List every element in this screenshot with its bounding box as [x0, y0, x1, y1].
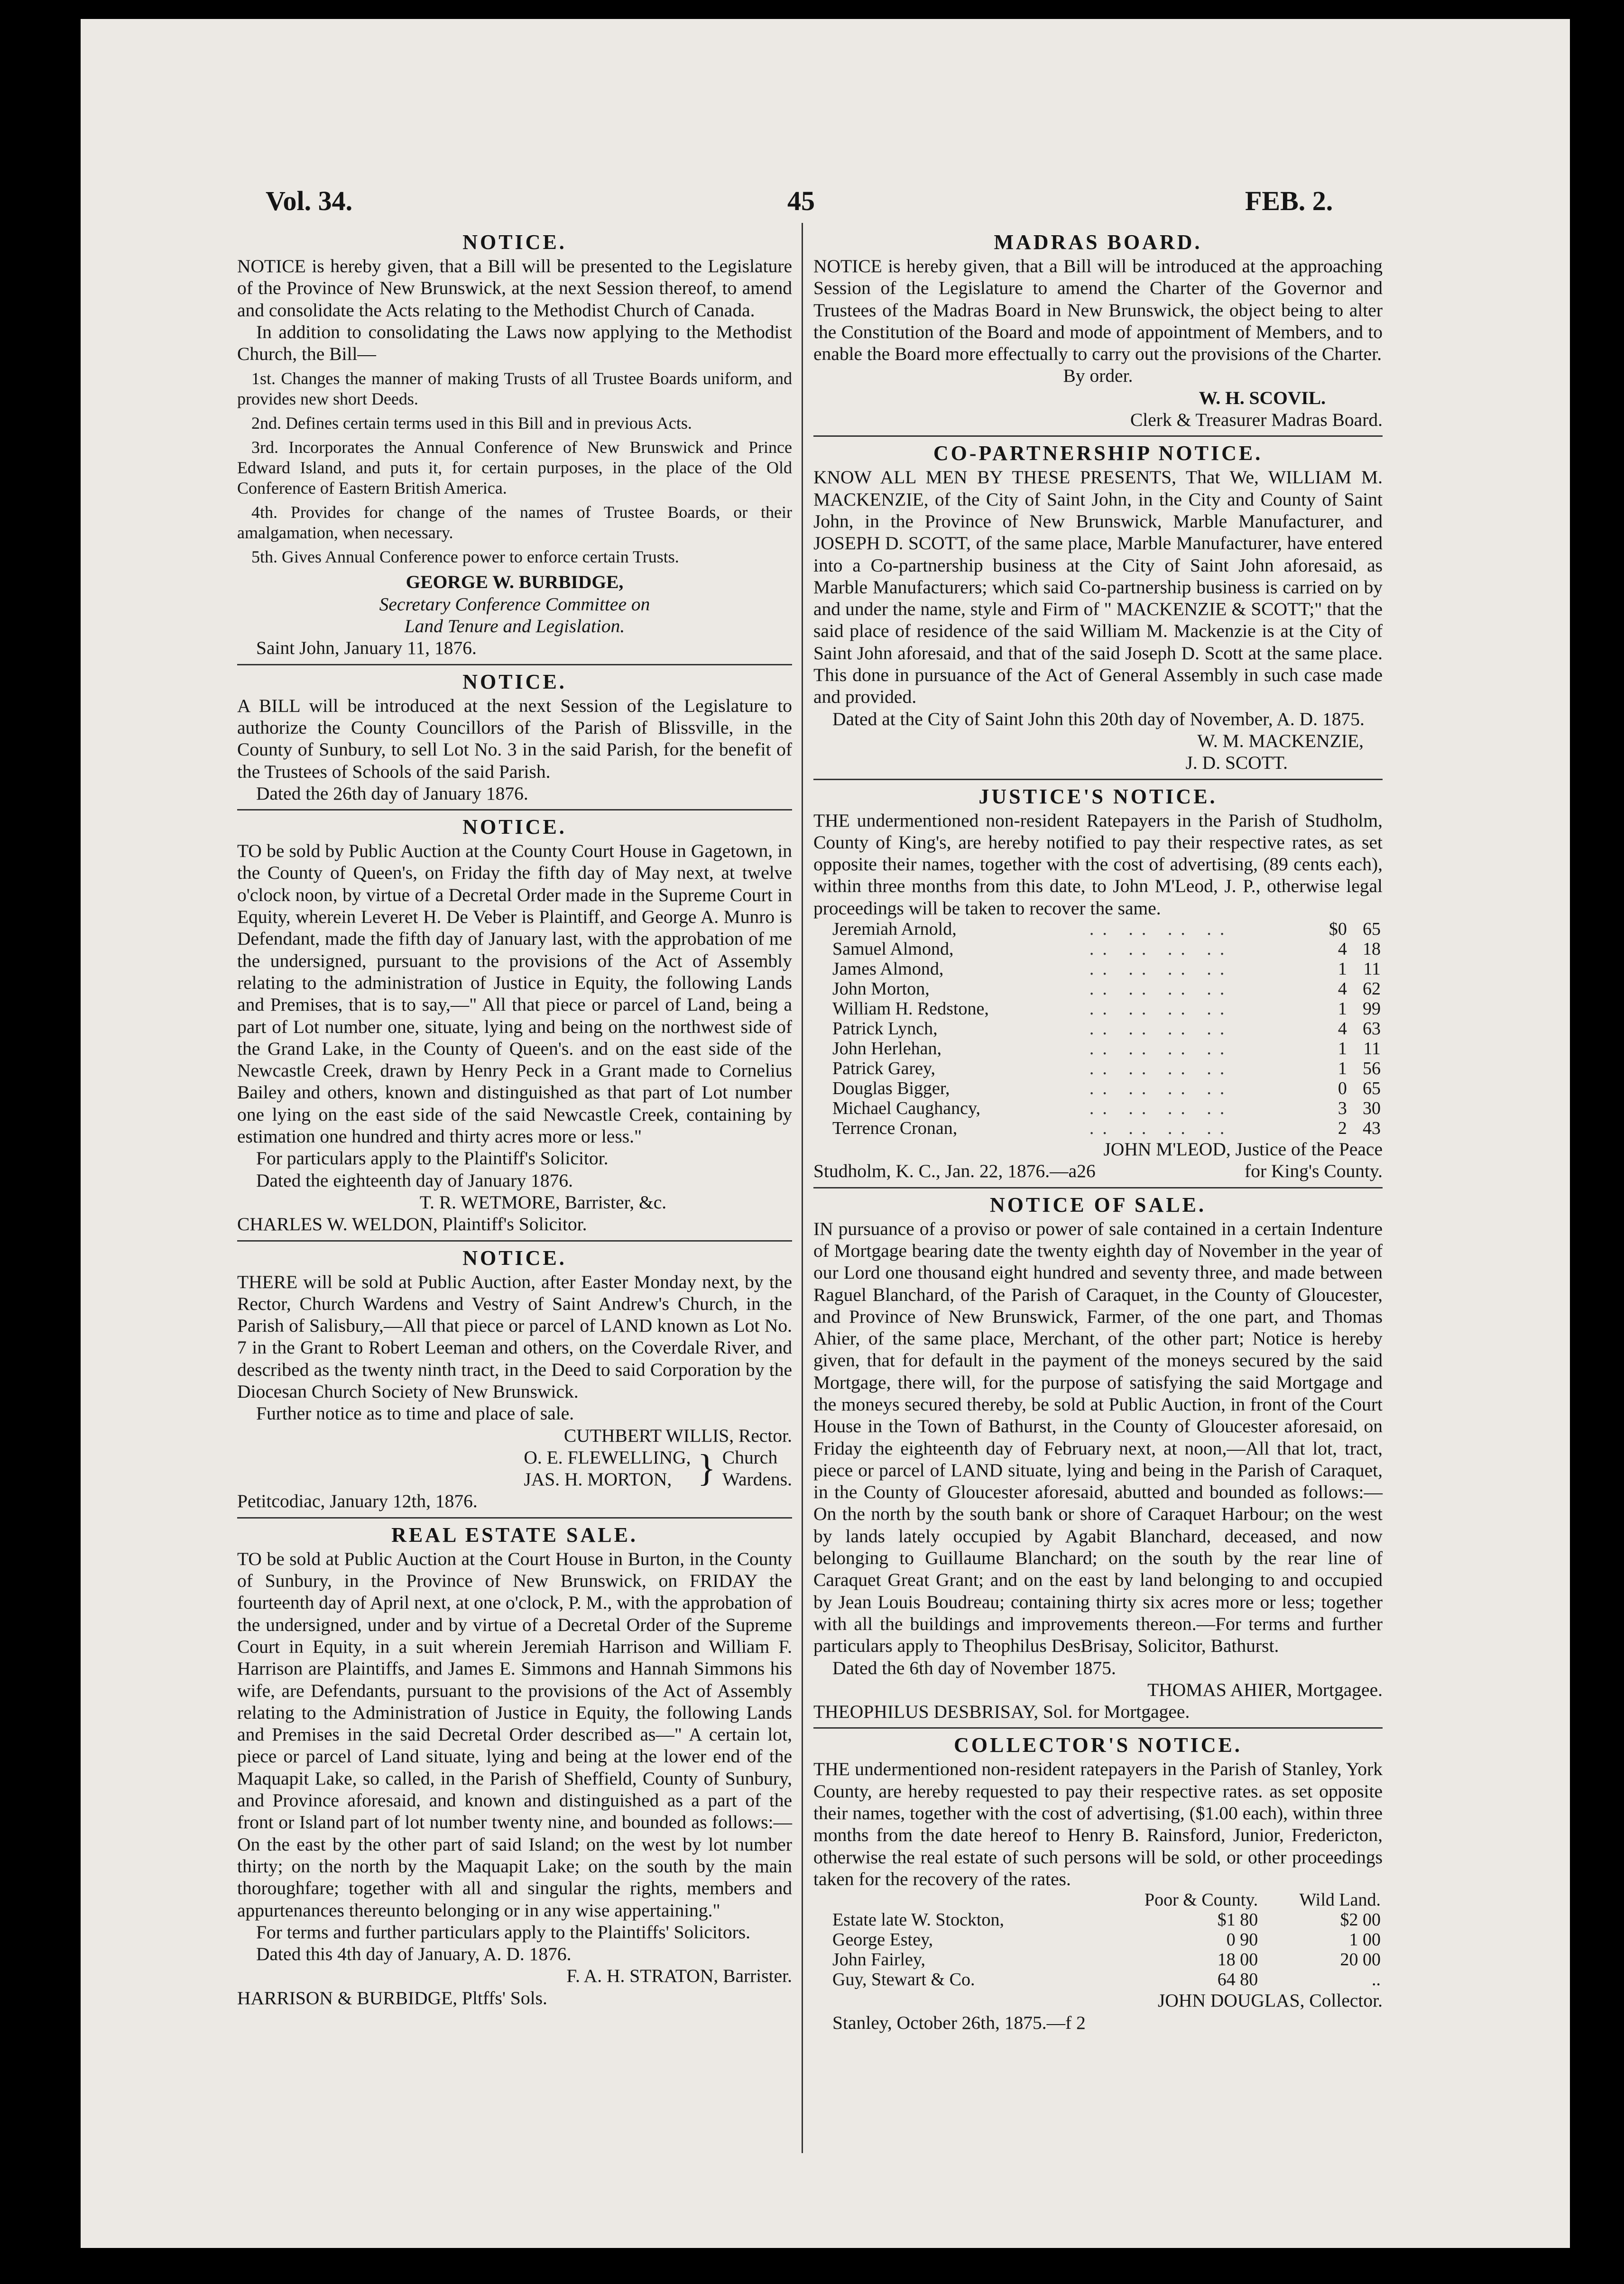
notice-paragraph: NOTICE is hereby given, that a Bill will be introduced at the approaching Session of the Legislature to amend the Charter of the Governor and Trustees of the Madras Board in New Brunswick, the object being to alter the Constitution of the Board and mode of appointment of Members, and to enable the Board more effectually to carry out the provisions of the Charter.: [813, 256, 1383, 365]
leader-dots: .. .. .. ..: [1089, 1039, 1233, 1059]
poor-county-rate: 0 90: [1226, 1930, 1258, 1950]
wild-land-rate: 1 00: [1349, 1930, 1381, 1950]
signature-title: Land Tenure and Legislation.: [404, 616, 625, 637]
signature-line: [813, 1160, 1383, 1182]
signature: W. H. SCOVIL.: [1199, 387, 1326, 408]
notice-title: JUSTICE'S NOTICE.: [978, 784, 1218, 808]
rate-cents: 99: [1363, 999, 1381, 1019]
rate-dollars: 0: [1338, 1078, 1347, 1099]
signature: HARRISON & BURBIDGE, Pltffs' Sols.: [237, 1987, 547, 2008]
ratepayer-name: Jeremiah Arnold,: [832, 919, 957, 939]
table-row: [813, 1930, 1383, 1950]
list-item: 5th. Gives Annual Conference power to enforce certain Trusts.: [251, 547, 679, 567]
notice-paragraph: In addition to consolidating the Laws now applying to the Methodist Church, the Bill—: [237, 321, 792, 365]
signature: THOMAS AHIER, Mortgagee.: [1147, 1679, 1383, 1700]
ratepayer-name: Samuel Almond,: [832, 939, 954, 959]
rate-dollars: 1: [1338, 1059, 1347, 1079]
table-row: [813, 999, 1383, 1019]
rate-cents: 65: [1363, 1078, 1381, 1099]
signature-title: for King's County.: [1245, 1160, 1383, 1182]
table-row: [813, 1970, 1383, 1989]
notice-paragraph: IN pursuance of a proviso or power of sale contained in a certain Indenture of Mortgage bearing date the twenty eighth day of November in the year of our Lord one thousand eight hundred and seventy three, and made between Raguel Blanchard, of the Parish of Caraquet, in the County of Gloucester, and Province of New Brunswick, Farmer, of the one part, and Thomas Ahier, of the same place, Merchant, of the other part; Notice is hereby given, that for default in the payment of the moneys secured by the said Mortgage, there will, for the purpose of satisfying the said Mortgage and the moneys secured thereby, be sold at Public Auction, in front of the Court House in the Town of Bathurst, in the County of Gloucester aforesaid, on Friday the eighteenth day of February next, at noon,—All that lot, tract, piece or parcel of LAND situate, lying and being in the Parish of Caraquet, in the County of Gloucester aforesaid, abutted and bounded as follows:—On the north by the south bank or shore of Caraquet Harbour; on the west by lands lately occupied by Agabit Blanchard, deceased, and now belonging to Guillaume Blanchard; on the south by the rear line of Caraquet Great Grant; and on the east by land belonging to and occupied by Jean Louis Boudreau; containing thirty six acres more or less; together with all the buildings and improvements thereon.—For terms and further particulars apply to Theophilus DesBrisay, Solicitor, Bathurst.: [813, 1218, 1383, 1657]
table-row: [813, 939, 1383, 959]
column-header: Wild Land.: [1299, 1890, 1381, 1910]
notice-date: Dated the 26th day of January 1876.: [256, 783, 528, 804]
leader-dots: .. .. .. ..: [1089, 999, 1233, 1019]
poor-county-rate: 18 00: [1217, 1950, 1258, 1970]
divider: [813, 1187, 1383, 1188]
table-row: [813, 1098, 1383, 1118]
notice-title: CO-PARTNERSHIP NOTICE.: [933, 442, 1263, 465]
issue-date: FEB. 2.: [1245, 185, 1333, 216]
warden-name: O. E. FLEWELLING,: [524, 1446, 691, 1468]
table-row: [813, 1039, 1383, 1059]
signature: JOHN M'LEOD, Justice of the Peace: [1103, 1139, 1383, 1160]
notice-title: NOTICE.: [462, 670, 567, 693]
ratepayer-name: Terrence Cronan,: [832, 1118, 958, 1139]
table-row: [813, 1059, 1383, 1078]
table-row: [813, 1118, 1383, 1138]
page-number: 45: [787, 185, 815, 216]
notice-date: Petitcodiac, January 12th, 1876.: [237, 1491, 478, 1512]
ratepayer-name: John Morton,: [832, 979, 930, 999]
notice-paragraph: THE undermentioned non-resident Ratepayers in the Parish of Studholm, County of King's, are hereby notified to pay their respective rates, as set opposite their names, together with the cost of advertising, (89 cents each), within three months from this date, to John M'Leod, J. P., otherwise legal proceedings will be taken to recover the same.: [813, 810, 1383, 919]
poor-county-rate: 64 80: [1217, 1970, 1258, 1990]
ratepayer-name: John Herlehan,: [832, 1039, 942, 1059]
ratepayers-table: [813, 919, 1383, 1138]
warden-name: JAS. H. MORTON,: [524, 1469, 672, 1490]
ratepayer-name: Guy, Stewart & Co.: [832, 1970, 975, 1990]
signature: THEOPHILUS DESBRISAY, Sol. for Mortgagee.: [813, 1701, 1190, 1722]
warden-role: Wardens.: [722, 1469, 792, 1490]
list-item: 1st. Changes the manner of making Trusts of all Trustee Boards uniform, and provides new short Deeds.: [237, 369, 792, 409]
rate-dollars: 2: [1338, 1118, 1347, 1139]
brace-glyph: }: [697, 1447, 716, 1490]
signature: CHARLES W. WELDON, Plaintiff's Solicitor.: [237, 1214, 587, 1235]
notice-date: Dated this 4th day of January, A. D. 1876.: [256, 1943, 572, 1965]
notice-date: Saint John, January 11, 1876.: [256, 637, 477, 659]
notice-title: NOTICE OF SALE.: [989, 1193, 1206, 1216]
notice-title: NOTICE.: [462, 1246, 567, 1270]
rate-cents: 43: [1363, 1118, 1381, 1139]
leader-dots: .. .. .. ..: [1089, 1059, 1233, 1079]
notice-paragraph: TO be sold at Public Auction at the Court House in Burton, in the County of Sunbury, in the Province of New Brunswick, on FRIDAY the fourteenth day of April next, at one o'clock, P. M., with the approbation of the undersigned, under and by virtue of a Decretal Order of the Supreme Court in Equity, in a suit wherein Jeremiah Harrison and William F. Harrison are Plaintiffs, and James E. Simmons and Hannah Simmons his wife, are Defendants, pursuant to the provisions of the Act of Assembly relating to the Administration of Justice in Equity, the following Lands and Premises in the said Decretal Order described as—" A certain lot, piece or parcel of Land situate, lying and being at the lower end of the Maquapit Lake, so called, in the Parish of Sheffield, County of Sunbury, and Province aforesaid, and known and distinguished as a part of the front or Island part of lot number twenty nine, and bounded as follows:—On the east by the other part of said Island; on the west by lot number thirty; on the north by the Maquapit Lake; on the south by the main thoroughfare; together with all and singular the rights, members and appurtenances thereunto belonging or in any wise appertaining.": [237, 1548, 792, 1921]
leader-dots: .. .. .. ..: [1089, 939, 1233, 959]
table-row: [813, 1910, 1383, 1930]
notice-note: By order.: [1063, 365, 1133, 387]
ratepayer-name: James Almond,: [832, 959, 944, 979]
signature: J. D. SCOTT.: [1185, 752, 1288, 774]
right-column: [813, 228, 1383, 2034]
leader-dots: .. .. .. ..: [1089, 1078, 1233, 1099]
notice-paragraph: A BILL will be introduced at the next Session of the Legislature to authorize the County Councillors of the Parish of Blissville, in the County of Sunbury, to sell Lot No. 3 in the said Parish, for the benefit of the Trustees of Schools of the said Parish.: [237, 695, 792, 782]
leader-dots: .. .. .. ..: [1089, 1098, 1233, 1119]
leader-dots: .. .. .. ..: [1089, 1118, 1233, 1139]
ratepayer-name: John Fairley,: [832, 1950, 925, 1970]
collector-table: [813, 1890, 1383, 1989]
ratepayer-name: Estate late W. Stockton,: [832, 1910, 1005, 1930]
table-row: [813, 1019, 1383, 1039]
ratepayer-name: George Estey,: [832, 1930, 933, 1950]
leader-dots: .. .. .. ..: [1089, 979, 1233, 999]
rate-cents: 63: [1363, 1019, 1381, 1039]
signature-title: Secretary Conference Committee on: [379, 593, 650, 615]
divider: [237, 1240, 792, 1242]
rate-dollars: 3: [1338, 1098, 1347, 1119]
signature: GEORGE W. BURBIDGE,: [406, 571, 624, 593]
notice-paragraph: NOTICE is hereby given, that a Bill will be presented to the Legislature of the Province of New Brunswick, at the next Session thereof, to amend and consolidate the Acts relating to the Methodist Church of Canada.: [237, 256, 792, 321]
divider: [813, 779, 1383, 780]
wild-land-rate: $2 00: [1340, 1910, 1381, 1930]
signature: CUTHBERT WILLIS, Rector.: [563, 1425, 792, 1446]
notice-date: Dated at the City of Saint John this 20th day of November, A. D. 1875.: [832, 708, 1365, 729]
divider: [813, 1727, 1383, 1729]
rate-cents: 18: [1363, 939, 1381, 959]
signature: JOHN DOUGLAS, Collector.: [1158, 1990, 1383, 2011]
ratepayer-name: Patrick Lynch,: [832, 1019, 938, 1039]
column-divider: [802, 223, 803, 2153]
wild-land-rate: 20 00: [1340, 1950, 1381, 1970]
ratepayer-name: Douglas Bigger,: [832, 1078, 950, 1099]
table-row: [813, 919, 1383, 939]
signature-title: Clerk & Treasurer Madras Board.: [1130, 409, 1383, 431]
wild-land-rate: ..: [1372, 1970, 1381, 1990]
table-row: [813, 979, 1383, 999]
notice-title: REAL ESTATE SALE.: [391, 1523, 638, 1547]
notice-date: Dated the eighteenth day of January 1876.: [256, 1170, 573, 1191]
notice-note: Further notice as to time and place of sale.: [256, 1403, 574, 1424]
rate-cents: 11: [1363, 959, 1381, 979]
notice-title: NOTICE.: [462, 230, 567, 254]
divider: [237, 809, 792, 810]
divider: [813, 435, 1383, 437]
list-item: 3rd. Incorporates the Annual Conference of New Brunswick and Prince Edward Island, and puts it, for certain purposes, in the place of the Old Conference of Eastern British America.: [237, 438, 792, 498]
poor-county-rate: $1 80: [1217, 1910, 1258, 1930]
column-header: Poor & County.: [1144, 1890, 1258, 1910]
rate-cents: 62: [1363, 979, 1381, 999]
leader-dots: .. .. .. ..: [1089, 959, 1233, 979]
rate-cents: 11: [1363, 1039, 1381, 1059]
rate-dollars: 4: [1338, 939, 1347, 959]
notice-date: Studholm, K. C., Jan. 22, 1876.—a26: [813, 1160, 1096, 1182]
list-item: 2nd. Defines certain terms used in this Bill and in previous Acts.: [251, 414, 692, 433]
rate-cents: 65: [1363, 919, 1381, 939]
left-column: [237, 228, 792, 2009]
notice-note: For terms and further particulars apply to the Plaintiffs' Solicitors.: [256, 1921, 750, 1943]
signature: W. M. MACKENZIE,: [1197, 730, 1364, 751]
rate-dollars: 4: [1338, 979, 1347, 999]
leader-dots: .. .. .. ..: [1089, 919, 1233, 939]
rate-dollars: $0: [1329, 919, 1347, 939]
rate-dollars: 1: [1338, 999, 1347, 1019]
divider: [237, 1517, 792, 1519]
ratepayer-name: Michael Caughancy,: [832, 1098, 980, 1119]
notice-paragraph: THE undermentioned non-resident ratepayers in the Parish of Stanley, York County, are hereby requested to pay their respective rates. as set opposite their names, together with the cost of advertising, ($1.00 each), within three months from the date hereof to Henry B. Rainsford, Junior, Fredericton, otherwise the real estate of such persons will be sold, or other proceedings taken for the recovery of the rates.: [813, 1759, 1383, 1889]
notice-title: MADRAS BOARD.: [994, 230, 1202, 254]
notice-title: COLLECTOR'S NOTICE.: [954, 1733, 1242, 1757]
list-item: 4th. Provides for change of the names of Trustee Boards, or their amalgamation, when necessary.: [237, 503, 792, 543]
rate-cents: 30: [1363, 1098, 1381, 1119]
notice-paragraph: THERE will be sold at Public Auction, after Easter Monday next, by the Rector, Church Wardens and Vestry of Saint Andrew's Church, in the Parish of Salisbury,—All that piece or parcel of LAND known as Lot No. 7 in the Grant to Robert Leeman and others, on the Coverdale River, and described as the twenty ninth tract, in the Deed to said Corporation by the Diocesan Church Society of New Brunswick.: [237, 1271, 792, 1402]
volume-label: Vol. 34.: [266, 185, 353, 216]
rate-dollars: 1: [1338, 1039, 1347, 1059]
rate-cents: 56: [1363, 1059, 1381, 1079]
table-row: [813, 1950, 1383, 1970]
table-row: [813, 1078, 1383, 1098]
ratepayer-name: William H. Redstone,: [832, 999, 989, 1019]
notice-note: For particulars apply to the Plaintiff's Solicitor.: [256, 1148, 609, 1169]
notice-paragraph: KNOW ALL MEN BY THESE PRESENTS, That We, WILLIAM M. MACKENZIE, of the City of Saint John, in the City and County of Saint John, in the Province of New Brunswick, Marble Manufacturer, and JOSEPH D. SCOTT, of the same place, Marble Manufacturer, have entered into a Co-partnership business at the City of Saint John aforesaid, as Marble Manufacturers; which said Co-partnership business is carried on by and under the name, style and Firm of " MACKENZIE & SCOTT;" that the said place of residence of the said William M. Mackenzie is at the City of Saint John aforesaid, and that of the said Joseph D. Scott at the same place. This done in pursuance of the Act of General Assembly in such case made and provided.: [813, 467, 1383, 708]
notice-date: Stanley, October 26th, 1875.—f 2: [832, 2012, 1086, 2033]
warden-role: Church: [722, 1446, 778, 1468]
signature: T. R. WETMORE, Barrister, &c.: [419, 1191, 667, 1213]
leader-dots: .. .. .. ..: [1089, 1019, 1233, 1039]
table-row: [813, 959, 1383, 979]
rate-dollars: 1: [1338, 959, 1347, 979]
rate-dollars: 4: [1338, 1019, 1347, 1039]
notice-title: NOTICE.: [462, 815, 567, 839]
ratepayer-name: Patrick Garey,: [832, 1059, 935, 1079]
notice-paragraph: TO be sold by Public Auction at the County Court House in Gagetown, in the County of Queen's, on Friday the fifth day of May next, at twelve o'clock noon, by virtue of a Decretal Order made in the Supreme Court in Equity, wherein Leveret H. De Veber is Plaintiff, and George A. Munro is Defendant, made the fifth day of January last, with the approbation of me the undersigned, pursuant to the provisions of the Act of Assembly relating to the administration of Justice in Equity, the following Lands and Premises, that is to say,—" All that piece or parcel of Land, being a part of Lot number one, situate, lying and being on the northwest side of the Grand Lake, in the County of Queen's. and on the east side of the Newcastle Creek, drawn by Henry Peck in a Grant made to Cornelius Bailey and others, known and distinguished as that part of Lot number one lying on the east side of the said Newcastle Creek, containing by estimation one hundred and thirty acres more or less.": [237, 840, 792, 1147]
signature: F. A. H. STRATON, Barrister.: [566, 1965, 792, 1987]
divider: [237, 664, 792, 665]
notice-date: Dated the 6th day of November 1875.: [832, 1657, 1116, 1678]
wardens-block: [237, 1446, 792, 1491]
